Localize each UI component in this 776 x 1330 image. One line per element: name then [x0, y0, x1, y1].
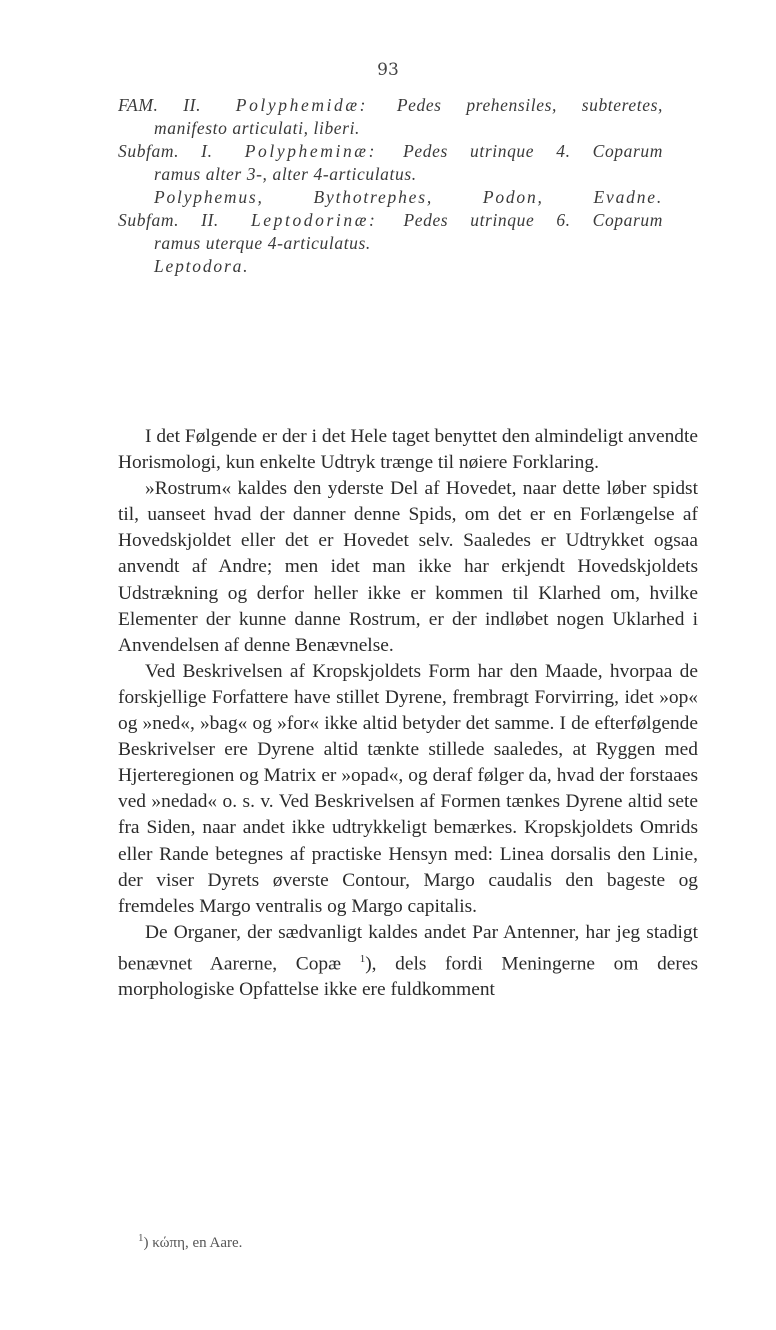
footnote-marker: 1 — [138, 1232, 144, 1244]
subfamily-2-description-line1: Pedes utrinque 6. Coparum — [403, 210, 663, 230]
taxonomy-classification — [118, 94, 663, 278]
family-description-line2: manifesto articulati, liberi. — [154, 118, 361, 138]
family-header-line — [118, 94, 663, 117]
subfamily-entry-1 — [118, 140, 663, 209]
footnote-text: ) κώπη, en Aare. — [143, 1235, 243, 1251]
subfamily-1-description-line2: ramus alter 3-, alter 4-articulatus. — [154, 164, 417, 184]
family-entry — [118, 94, 663, 140]
family-rank: FAM. II. — [118, 95, 202, 115]
subfamily-2-name: Leptodorinæ: — [250, 210, 378, 230]
subfamily-1-header-line — [118, 140, 663, 163]
body-text — [118, 424, 698, 1004]
footnote-reference: 1 — [359, 952, 366, 965]
family-description-line1: Pedes prehensiles, subteretes, — [396, 95, 663, 115]
paragraph-body-orientation: Ved Beskrivelsen af Kropskjoldets Form har den Maade, hvorpaa de forskjellige Forfattere have stillet Dyrene, frembragt Forvirring, idet »op« og »ned«, »bag« og »for« ikke altid betyder det samme. I de efterfølgende Beskrivelser ere Dyrene altid tænkte stillede saaledes, at Ryggen med Hjerteregionen og Matrix er »opad«, og deraf følger da, hvad der forstaaes ved »nedad« o. s. v. Ved Beskrivelsen af Formen tænkes Dyrene altid sete fra Siden, naar andet ikke udtrykkeligt bemærkes. Kropskjoldets Omrids eller Rande betegnes af practiske Hensyn med: Linea dorsalis den Linie, der viser Dyrets øverste Contour, Margo caudalis den bageste og fremdeles Margo ventralis og Margo capitalis. — [118, 660, 698, 917]
footnote — [138, 1232, 698, 1252]
subfamily-entry-2 — [118, 209, 663, 278]
paragraph-antennae-text-start: De Organer, der sædvanligt kaldes andet Par Antenner, har jeg stadigt benævnet Aarerne, Copæ — [118, 921, 698, 975]
paragraph-antennae — [118, 920, 698, 1004]
subfamily-2-genera: Leptodora. — [154, 256, 250, 276]
page-number: 93 — [377, 60, 399, 80]
subfamily-1-rank: Subfam. I. — [118, 141, 213, 161]
subfamily-1-name: Polypheminæ: — [244, 141, 378, 161]
subfamily-2-rank: Subfam. II. — [118, 210, 219, 230]
subfamily-2-description-line2: ramus uterque 4-articulatus. — [154, 233, 371, 253]
subfamily-1-description-line1: Pedes utrinque 4. Coparum — [403, 141, 664, 161]
subfamily-1-genera: Polyphemus, Bythotrephes, Podon, Evadne. — [154, 187, 663, 207]
family-name: Polyphemidæ: — [235, 95, 369, 115]
paragraph-horismology: I det Følgende er der i det Hele taget benyttet den almindeligt anvendte Horismologi, kun enkelte Udtryk trænge til nøiere Forklaring. — [118, 426, 698, 474]
subfamily-2-header-line — [118, 209, 663, 232]
paragraph-antennae-text-end: ), dels fordi Meningerne om deres morphologiske Opfattelse ikke ere fuldkomment — [118, 953, 698, 1001]
paragraph-rostrum: »Rostrum« kaldes den yderste Del af Hovedet, naar dette løber spidst til, uanseet hvad der danner denne Spids, om det er en Forlængelse af Hovedskjoldet eller det er Hovedet selv. Saaledes er Udtrykket ogsaa anvendt af Andre; men idet man ikke har erkjendt Hovedskjoldets Udstrækning og derfor heller ikke er kommen til Klarhed om, hvilke Elementer der kunne danne Rostrum, er der indløbet nogen Uklarhed i Anvendelsen af denne Benævnelse. — [118, 478, 698, 656]
